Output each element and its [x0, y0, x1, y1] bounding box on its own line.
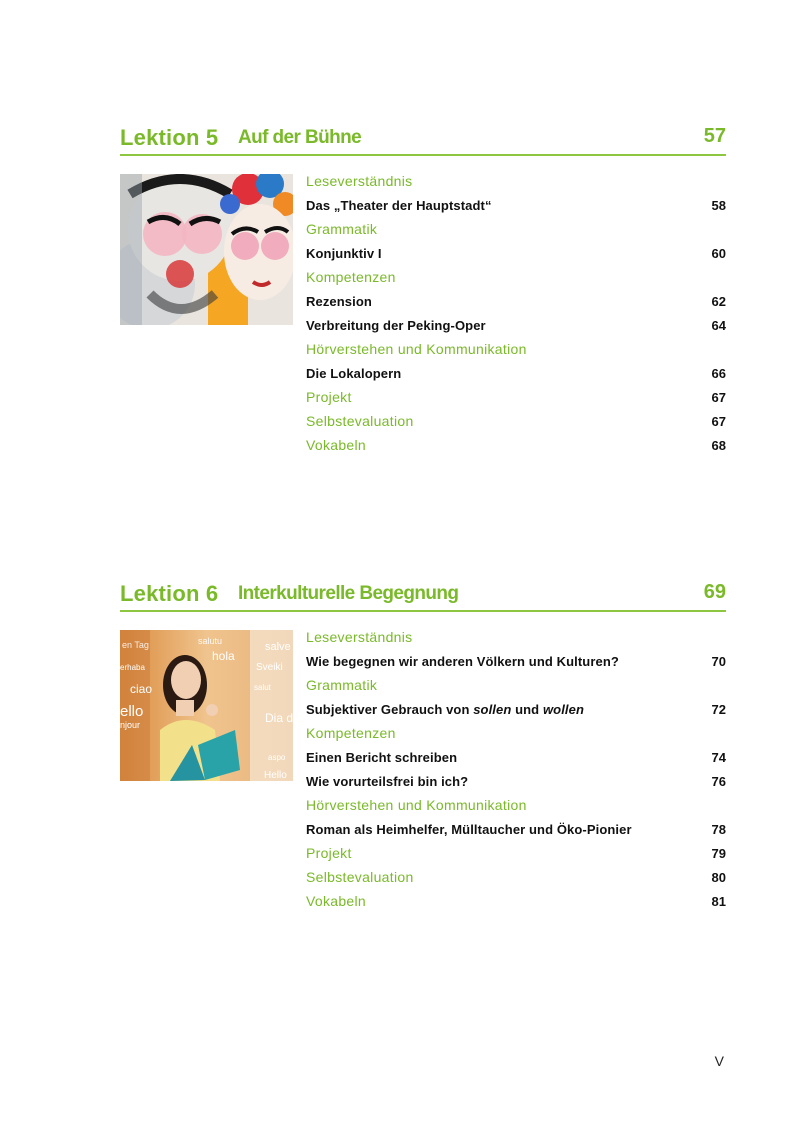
toc-section[interactable]: Leseverständnis: [306, 629, 413, 645]
word-4: salve: [265, 641, 291, 653]
woman-folder-illustration: [120, 630, 293, 781]
toc-section[interactable]: Hörverstehen und Kommunikation: [306, 341, 527, 357]
toc-section[interactable]: Projekt 79: [306, 845, 726, 861]
lesson-title: Interkulturelle Begegnung: [238, 583, 459, 604]
toc-entry[interactable]: Wie vorurteilsfrei bin ich? 76: [306, 774, 726, 789]
word-11: Hello: [264, 770, 287, 781]
lesson-page: 69: [703, 581, 726, 603]
lesson-title: Auf der Bühne: [238, 127, 362, 148]
toc-entry[interactable]: Roman als Heimhelfer, Mülltaucher und Öko-Pionier 78: [306, 822, 726, 837]
toc-section[interactable]: Grammatik: [306, 677, 378, 693]
word-13: aspo: [268, 753, 286, 762]
lesson-page: 57: [703, 125, 726, 147]
intercultural-image: [120, 630, 293, 781]
toc-entry[interactable]: Rezension 62: [306, 294, 726, 309]
toc-entry[interactable]: Die Lokalopern 66: [306, 366, 726, 381]
word-2: salutu: [198, 636, 223, 646]
word-3: hola: [212, 649, 235, 663]
word-7: ciao: [130, 682, 153, 696]
toc-entry[interactable]: Das „Theater der Hauptstadt“ 58: [306, 198, 726, 213]
toc-section[interactable]: Grammatik: [306, 221, 378, 237]
peking-opera-image: [120, 174, 293, 325]
toc-section[interactable]: Leseverständnis: [306, 173, 413, 189]
toc-section[interactable]: Kompetenzen: [306, 269, 396, 285]
word-8: ello: [120, 703, 144, 720]
toc-entry[interactable]: Subjektiver Gebrauch von sollen und wollen 72: [306, 702, 726, 717]
toc-section[interactable]: Kompetenzen: [306, 725, 396, 741]
lesson-5-header: [120, 124, 726, 156]
toc-section[interactable]: Projekt 67: [306, 389, 726, 405]
toc-section[interactable]: Selbstevaluation 67: [306, 413, 726, 429]
toc-section[interactable]: Vokabeln 68: [306, 437, 726, 453]
lesson-number: Lektion 6: [120, 581, 219, 606]
word-9: njour: [120, 720, 141, 730]
peking-opera-illustration: [120, 174, 293, 325]
toc-entry[interactable]: Konjunktiv I 60: [306, 246, 726, 261]
toc-section[interactable]: Selbstevaluation 80: [306, 869, 726, 885]
lesson-5-toc: [306, 170, 726, 458]
toc-section[interactable]: Vokabeln 81: [306, 893, 726, 909]
toc-section[interactable]: Hörverstehen und Kommunikation: [306, 797, 527, 813]
word-10: Dia d: [265, 711, 293, 725]
toc-entry[interactable]: Verbreitung der Peking-Oper 64: [306, 318, 726, 333]
lesson-6-toc: [306, 626, 726, 914]
lesson-number: Lektion 5: [120, 125, 219, 150]
lesson-6-header: [120, 580, 726, 612]
toc-entry[interactable]: Wie begegnen wir anderen Völkern und Kulturen? 70: [306, 654, 726, 669]
word-1: en Tag: [122, 640, 149, 650]
word-6: Sveiki: [256, 662, 283, 673]
page-number: V: [714, 1053, 724, 1069]
word-5: erhaba: [120, 663, 145, 672]
toc-entry[interactable]: Einen Bericht schreiben 74: [306, 750, 726, 765]
word-12: salut: [254, 683, 271, 692]
